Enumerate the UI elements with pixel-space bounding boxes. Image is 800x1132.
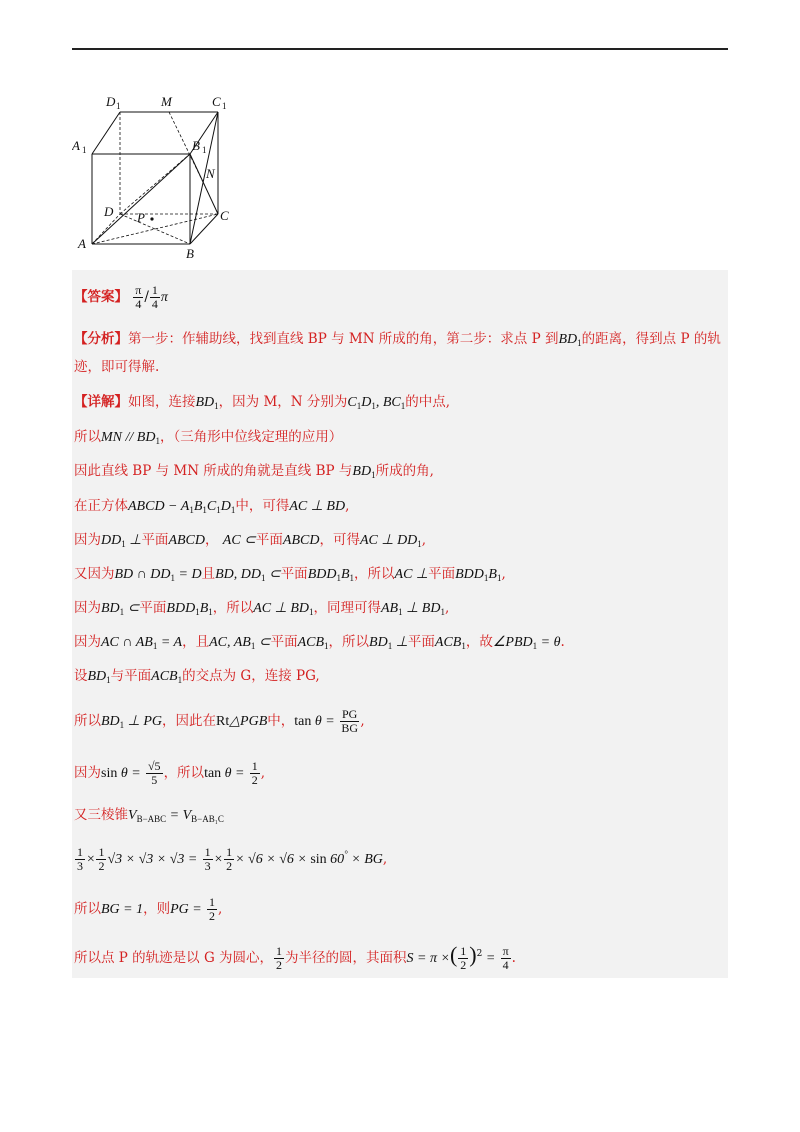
detail-line-5: 因为$DD_1$ ⊥平面ABCD， AC ⊂平面ABCD，可得AC ⊥ $DD_1$,: [74, 532, 427, 549]
label-a: A: [78, 236, 86, 251]
label-d: D: [104, 204, 114, 219]
detail-line-1: 【详解】如图，连接$BD_1$，因为 M，N 分别为$C_1D_1$, $BC_1$的中点,: [74, 394, 451, 411]
label-a1: A: [72, 138, 80, 153]
label-b: B: [186, 246, 194, 261]
analysis-line-2: 迹，即可得解.: [74, 359, 160, 375]
svg-text:1: 1: [82, 145, 87, 155]
svg-text:1: 1: [116, 101, 121, 111]
detail-line-11: 因为sin θ = $\frac{√5}{5}$ ，所以tan θ = $\frac{1}{2}$ ,: [74, 759, 266, 787]
detail-line-13: $\frac{1}{3}$ × $\frac{1}{2}$ √3 × √3 × √3 = $\frac{1}{3}$ × $\frac{1}{2}$ × √6 × √6 × sin 60° × BG,: [77, 845, 388, 873]
detail-line-12: 又三棱锥$V_{B-ABC} = V_{B-AB_1C}$: [74, 807, 224, 824]
detail-line-10: 所以$BD_1$ ⊥ PG，因此在Rt△PGB中，tan θ = $\frac{PG}{BG}$ ,: [74, 707, 365, 735]
label-b1: B: [192, 138, 200, 153]
detail-line-15: 所以点 P 的轨迹是以 G 为圆心， $\frac{1}{2}$ 为半径的圆，其面积S = π ×( $\frac{1}{2}$ )$^2$ = $\frac{\pi}{4}$ .: [74, 942, 516, 972]
label-m: M: [161, 94, 172, 109]
detail-line-9: 设$BD_1$与平面$ACB_1$的交点为 G，连接 PG,: [74, 668, 320, 685]
detail-line-4: 在正方体ABCD − $A_1B_1C_1D_1$中，可得AC ⊥ BD,: [74, 498, 350, 515]
label-c1: C: [212, 94, 221, 109]
top-rule: [72, 48, 728, 50]
detail-line-8: 因为AC ∩ $AB_1 = A$，且AC, $AB_1$ ⊂平面$ACB_1$，所以$BD_1$ ⊥平面$ACB_1$，故$\angle PBD_1 = \theta$.: [74, 634, 565, 651]
cube-figure: [72, 92, 242, 264]
label-d1: D: [106, 94, 116, 109]
analysis-line-1: 【分析】第一步：作辅助线，找到直线 BP 与 MN 所成的角，第二步：求点 P 到$BD_1$的距离，得到点 P 的轨: [74, 331, 721, 348]
label-n: N: [206, 166, 215, 181]
detail-line-3: 因此直线 BP 与 MN 所成的角就是直线 BP 与$BD_1$所成的角,: [74, 463, 434, 480]
label-c: C: [220, 208, 229, 223]
answer-line: 【答案】 $\frac{\pi}{4}$ / $\frac{1}{4}$ π: [74, 283, 168, 311]
answer-fraction-2: $\frac{1}{4}$: [151, 283, 158, 311]
svg-text:1: 1: [202, 145, 207, 155]
answer-fraction-1: $\frac{\pi}{4}$: [135, 283, 142, 311]
detail-line-2: 所以MN // $BD_1$，（三角形中位线定理的应用）: [74, 429, 343, 446]
detail-line-14: 所以BG = 1，则PG = $\frac{1}{2}$ ,: [74, 895, 223, 923]
detail-line-7: 因为$BD_1$ ⊂平面$BDD_1B_1$，所以AC ⊥ $BD_1$，同理可得$AB_1$ ⊥ $BD_1$,: [74, 600, 450, 617]
label-p: P: [137, 210, 145, 225]
svg-text:1: 1: [222, 101, 227, 111]
detail-line-6: 又因为BD ∩ $DD_1 = D$且BD, $DD_1$ ⊂平面$BDD_1B_1$，所以AC ⊥平面$BDD_1B_1$,: [74, 566, 506, 583]
answer-tag: 【答案】: [74, 289, 128, 305]
